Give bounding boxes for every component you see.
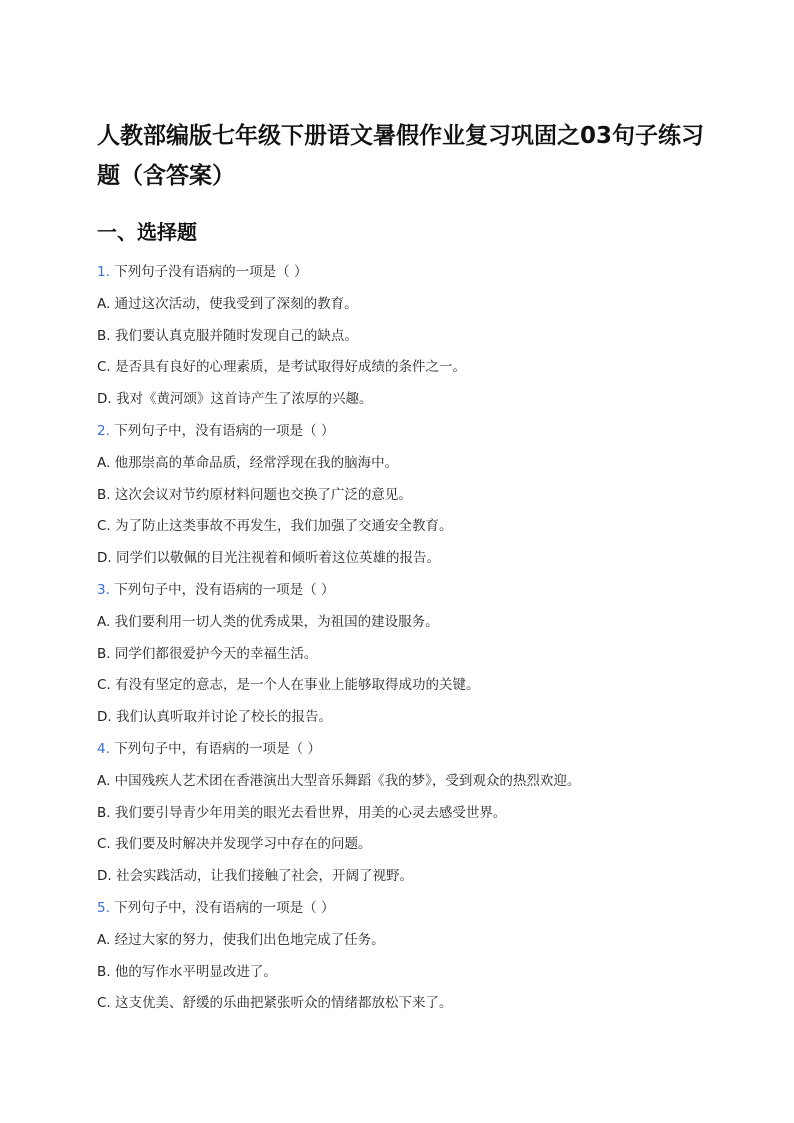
answer-option: D. 同学们以敬佩的目光注视着和倾听着这位英雄的报告。	[97, 550, 440, 567]
question-stem	[97, 739, 717, 771]
answer-option: A. 我们要利用一切人类的优秀成果，为祖国的建设服务。	[97, 613, 439, 630]
question-text: 下列句子中，没有语病的一项是（ ）	[114, 422, 335, 439]
question-number: 1.	[97, 264, 110, 280]
answer-option: A. 通过这次活动，使我受到了深刻的教育。	[97, 295, 358, 312]
question-stem	[97, 421, 717, 453]
question-stem	[97, 580, 717, 612]
answer-option: B. 我们要引导青少年用美的眼光去看世界，用美的心灵去感受世界。	[97, 804, 507, 821]
answer-option: C. 为了防止这类事故不再发生，我们加强了交通安全教育。	[97, 518, 453, 535]
answer-option: A. 经过大家的努力，使我们出色地完成了任务。	[97, 931, 385, 948]
answer-option: D. 我们认真听取并讨论了校长的报告。	[97, 709, 332, 726]
answer-option: C. 我们要及时解决并发现学习中存在的问题。	[97, 836, 372, 853]
question-text: 下列句子中，有语病的一项是（ ）	[114, 740, 321, 757]
question-number: 4.	[97, 740, 110, 757]
question-list	[97, 262, 717, 1025]
question-stem	[97, 262, 717, 294]
question-text: 下列句子中，没有语病的一项是（ ）	[114, 899, 335, 916]
answer-option: D. 我对《黄河颂》这首诗产生了浓厚的兴趣。	[97, 391, 373, 408]
answer-option: C. 这支优美、舒缓的乐曲把紧张听众的情绪都放松下来了。	[97, 995, 453, 1012]
question-number: 2.	[97, 422, 110, 439]
question-text: 下列句子中，没有语病的一项是（ ）	[114, 581, 335, 598]
answer-option: A. 他那崇高的革命品质，经常浮现在我的脑海中。	[97, 454, 399, 471]
question-number: 3.	[97, 581, 110, 598]
question-stem	[97, 898, 717, 930]
section-heading: 一、选择题	[97, 220, 197, 244]
answer-option: B. 我们要认真克服并随时发现自己的缺点。	[97, 327, 358, 344]
answer-option: B. 同学们都很爱护今天的幸福生活。	[97, 645, 318, 662]
answer-option: D. 社会实践活动，让我们接触了社会，开阔了视野。	[97, 868, 413, 885]
answer-option: C. 是否具有良好的心理素质，是考试取得好成绩的条件之一。	[97, 359, 467, 376]
page-title: 人教部编版七年级下册语文暑假作业复习巩固之03句子练习题（含答案）	[97, 123, 705, 189]
answer-option: B. 他的写作水平明显改进了。	[97, 963, 277, 980]
answer-option: B. 这次会议对节约原材料问题也交换了广泛的意见。	[97, 486, 412, 503]
question-number: 5.	[97, 899, 110, 916]
answer-option: A. 中国残疾人艺术团在香港演出大型音乐舞蹈《我的梦》，受到观众的热烈欢迎。	[97, 772, 581, 789]
answer-option: C. 有没有坚定的意志，是一个人在事业上能够取得成功的关键。	[97, 677, 480, 694]
question-text: 下列句子没有语病的一项是（ ）	[114, 264, 308, 280]
